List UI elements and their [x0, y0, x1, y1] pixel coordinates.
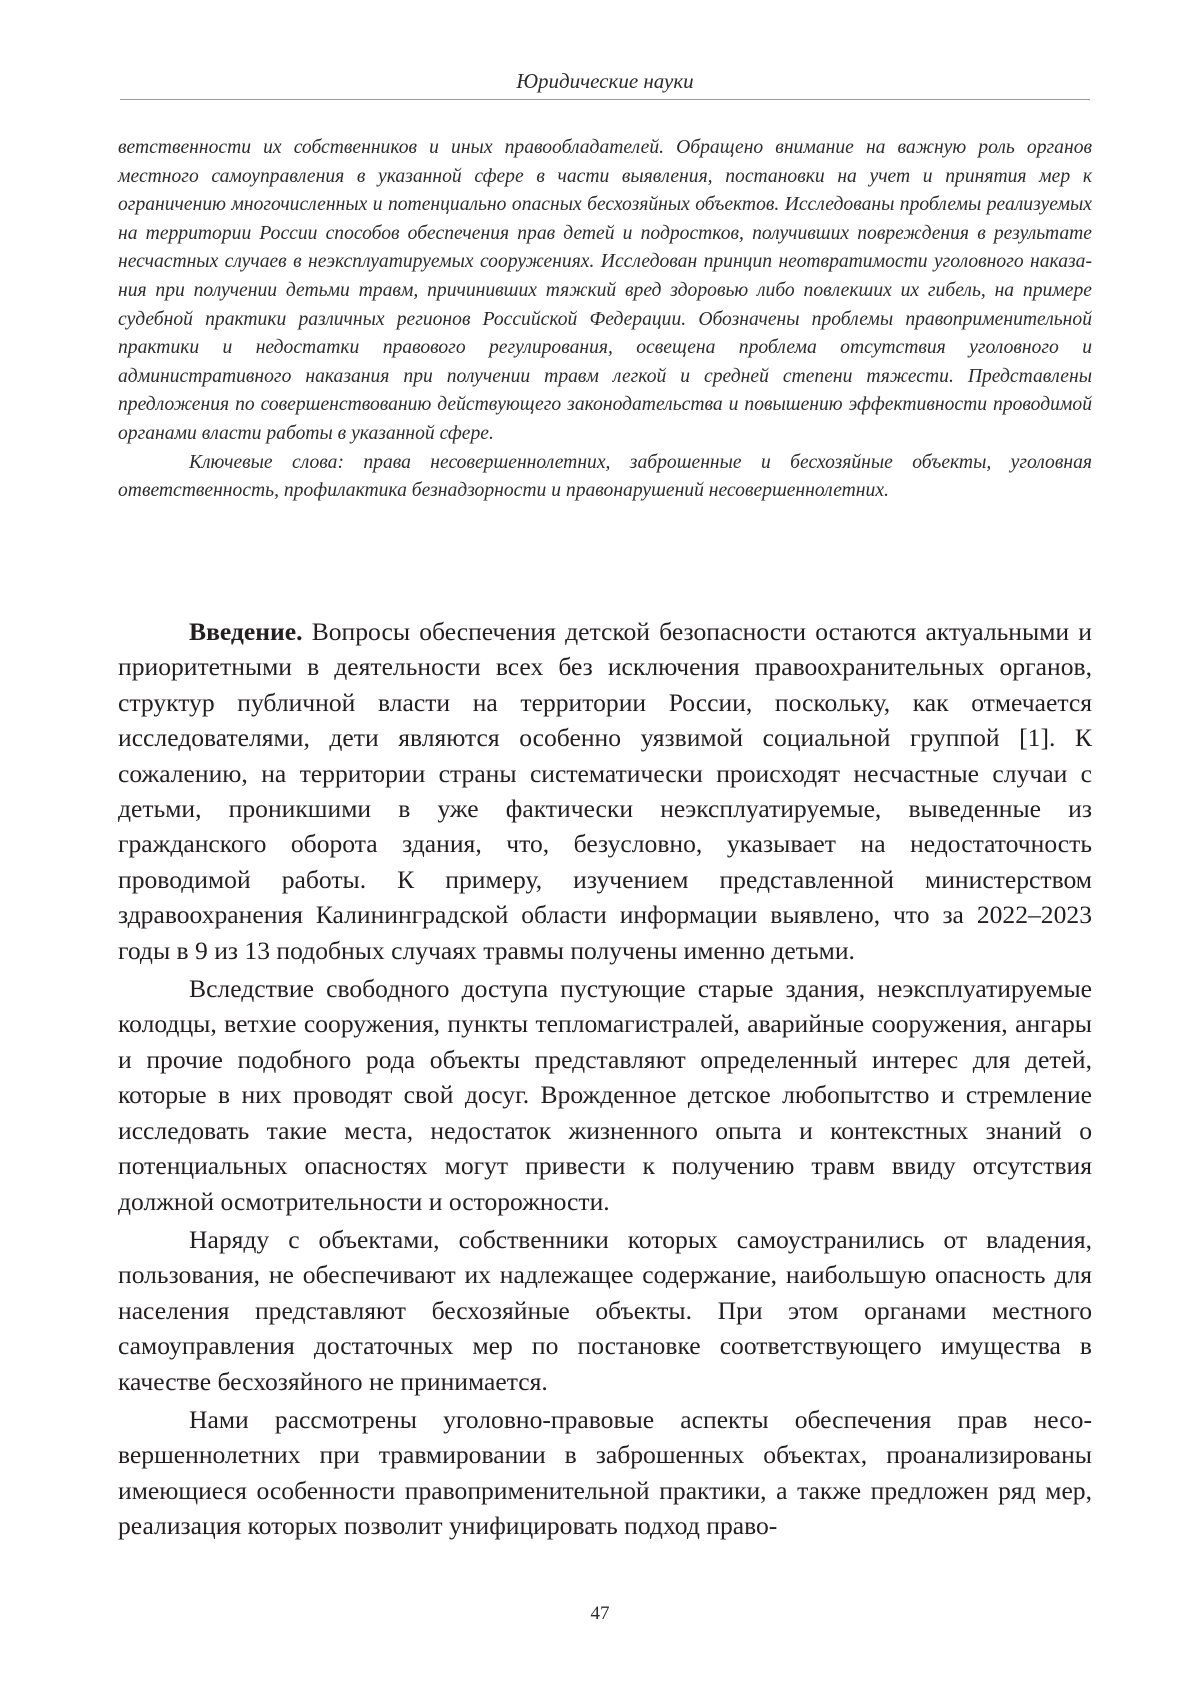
introduction-heading: Введение. — [189, 617, 303, 646]
paragraph-introduction-text: Вопросы обеспечения детской безопасности остаются актуальными и приоритетными в деятельности всех без исключения правоохранительных органов, структур публичной власти на территории России, поскольку, как отмечается исследователями, дети являются особенно уязвимой социальной группой [1]. К сожалению, на территории страны систематически происходят несчастные случаи с детьми, проникшими в уже фактически неэксплуатируемые, выведенные из гражданского оборота здания, что, безусловно, указывает на недостаточность проводимой работы. К примеру, изучением представленной министерством здравоохранения Калининградской области информации выявлено, что за 2022–2023 годы в 9 из 13 подобных случаях травмы получены именно детьми. — [118, 617, 1092, 965]
paragraph: Нами рассмотрены уголовно-правовые аспекты обеспечения прав несовершеннолетних при травмировании в заброшенных объектах, проанализированы имеющиеся особенности правоприменительной практики, а также предложен ряд мер, реализация которых позволит унифицировать подход право- — [118, 1404, 1092, 1541]
keywords: Ключевые слова: права несовершеннолетних, заброшенные и бесхозяйные объекты, уголовная ответственность, профилактика безнадзорности и правонарушений несовершеннолетних. — [118, 451, 1092, 502]
header-rule — [120, 99, 1090, 100]
abstract-text: ветственности их собственников и иных правообладателей. Обращено внимание на важную роль органов местного самоуправления в указанной сфере в части выявления, постановки на учет и принятия мер к ограничению многочисленных и потенциально опасных бесхозяйных объектов. Исследованы проблемы реализуемых на территории России способов обеспечения прав детей и подростков, получивших повреждения в результате несчастных случаев в неэксплуатируемых сооружениях. Исследован принцип неотвратимости уголовного наказания при получении детьми травм, причинивших тяжкий вред здоровью либо повлекших их гибель, на примере судебной практики различных регионов Российской Федерации. Обозначены проблемы правоприменительной практики и недостатки правового регулирования, освещена проблема отсутствия уголовного и административного наказания при получении травм легкой и средней степени тяжести. Представлены предложения по совершенствованию действующего законодательства и повышению эффективности проводимой органами власти работы в указанной сфере. — [118, 137, 1092, 444]
paragraph: Наряду с объектами, собственники которых самоустранились от владения, пользования, не обеспечивают их надлежащее содержание, наибольшую опасность для населения представляют бесхозяйные объекты. При этом органами местного самоуправления достаточных мер по постановке соответствующего имущества в качестве бесхозяйного не принимается. — [118, 1224, 1092, 1396]
paragraph-introduction — [118, 614, 1092, 968]
main-text — [118, 614, 1092, 1547]
abstract — [118, 134, 1092, 506]
page-number: 47 — [590, 1603, 610, 1624]
running-head: Юридические науки — [516, 69, 694, 93]
paragraph: Вследствие свободного доступа пустующие старые здания, неэксплуатируемые колодцы, ветхие сооружения, пункты тепломагистралей, аварийные сооружения, ангары и прочие подобного рода объекты представляют определенный интерес для детей, которые в них проводят свой досуг. Врожденное детское любопытство и стремление исследовать такие места, недостаток жизненного опыта и контекстных знаний о потенциальных опасностях могут привести к получению травм ввиду отсутствия должной осмотрительности и осторожности. — [118, 974, 1092, 1216]
